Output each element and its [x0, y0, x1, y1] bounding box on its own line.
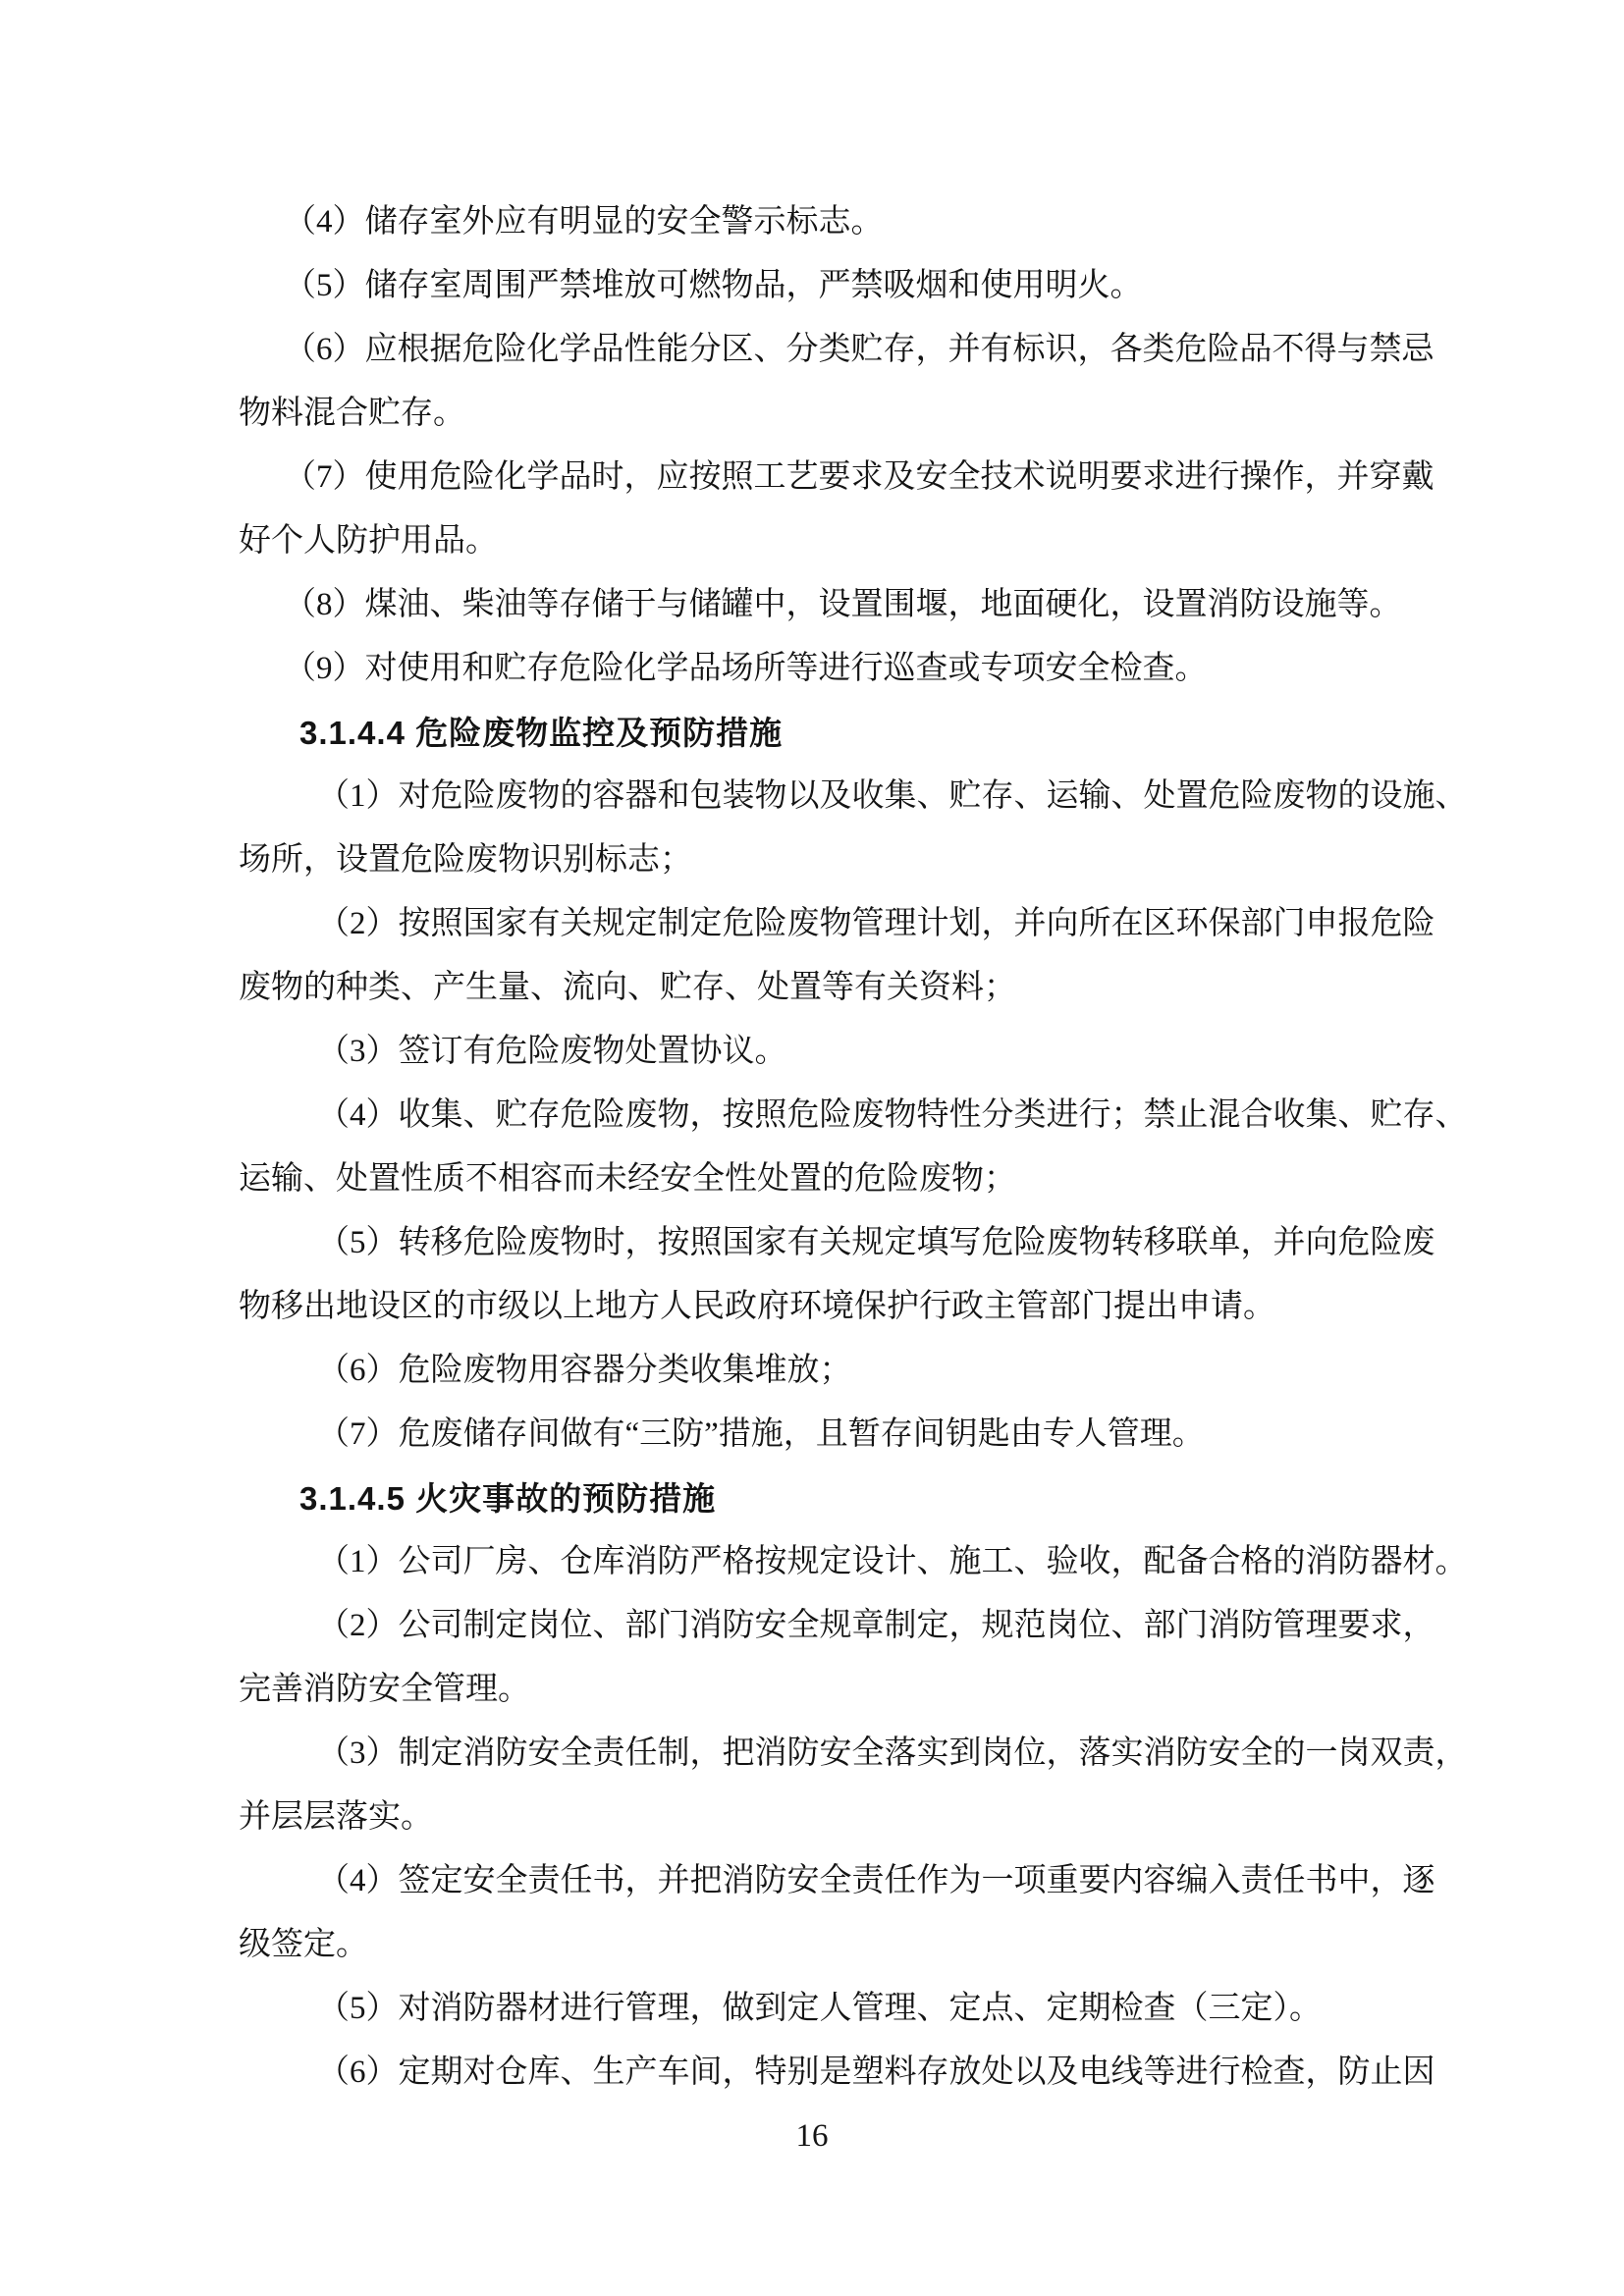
list-item-line: （5）转移危险废物时，按照国家有关规定填写危险废物转移联单，并向危险废: [317, 1225, 1435, 1260]
list-item-line: （1）公司厂房、仓库消防严格按规定设计、施工、验收，配备合格的消防器材。: [317, 1544, 1468, 1579]
list-item-line: （6）应根据危险化学品性能分区、分类贮存，并有标识，各类危险品不得与禁忌: [284, 332, 1435, 367]
list-item-line: （3）制定消防安全责任制，把消防安全落实到岗位，落实消防安全的一岗双责，: [317, 1735, 1468, 1771]
list-item-line: （6）定期对仓库、生产车间，特别是塑料存放处以及电线等进行检查，防止因: [317, 2055, 1435, 2090]
list-item-continuation-line: 好个人防护用品。: [239, 523, 498, 559]
list-item-line: （4）签定安全责任书，并把消防安全责任作为一项重要内容编入责任书中，逐: [317, 1863, 1435, 1898]
list-item-continuation-line: 并层层落实。: [239, 1799, 433, 1835]
list-item-line: （1）对危险废物的容器和包装物以及收集、贮存、运输、处置危险废物的设施、: [317, 778, 1468, 814]
list-item-continuation-line: 物移出地设区的市级以上地方人民政府环境保护行政主管部门提出申请。: [239, 1289, 1275, 1324]
list-item-line: （2）公司制定岗位、部门消防安全规章制定，规范岗位、部门消防管理要求，: [317, 1608, 1435, 1643]
list-item-continuation-line: 废物的种类、产生量、流向、贮存、处置等有关资料；: [239, 970, 1016, 1005]
section-heading: 3.1.4.4 危险废物监控及预防措施: [299, 715, 784, 751]
list-item-continuation-line: 物料混合贮存。: [239, 396, 465, 431]
page-body-text: [239, 190, 1468, 2105]
list-item-continuation-line: 级签定。: [239, 1927, 368, 1962]
list-item-continuation-line: 完善消防安全管理。: [239, 1672, 530, 1707]
list-item-line: （2）按照国家有关规定制定危险废物管理计划，并向所在区环保部门申报危险: [317, 906, 1435, 941]
list-item-line: （4）收集、贮存危险废物，按照危险废物特性分类进行；禁止混合收集、贮存、: [317, 1097, 1468, 1133]
list-item-line: （5）储存室周围严禁堆放可燃物品，严禁吸烟和使用明火。: [284, 268, 1143, 303]
list-item-line: （7）危废储存间做有“三防”措施，且暂存间钥匙由专人管理。: [317, 1416, 1205, 1452]
list-item-line: （9）对使用和贮存危险化学品场所等进行巡查或专项安全检查。: [284, 651, 1208, 686]
list-item-line: （4）储存室外应有明显的安全警示标志。: [284, 204, 884, 240]
list-item-line: （3）签订有危险废物处置协议。: [317, 1034, 787, 1069]
list-item-line: （5）对消防器材进行管理，做到定人管理、定点、定期检查（三定）。: [317, 1991, 1322, 2026]
list-item-continuation-line: 运输、处置性质不相容而未经安全性处置的危险废物；: [239, 1161, 1016, 1197]
list-item-continuation-line: 场所，设置危险废物识别标志；: [239, 842, 692, 878]
list-item-line: （8）煤油、柴油等存储于与储罐中，设置围堰，地面硬化，设置消防设施等。: [284, 587, 1402, 622]
section-heading: 3.1.4.5 火灾事故的预防措施: [299, 1480, 717, 1517]
page-number: 16: [795, 2118, 829, 2154]
list-item-line: （7）使用危险化学品时，应按照工艺要求及安全技术说明要求进行操作，并穿戴: [284, 459, 1435, 495]
list-item-line: （6）危险废物用容器分类收集堆放；: [317, 1353, 852, 1388]
